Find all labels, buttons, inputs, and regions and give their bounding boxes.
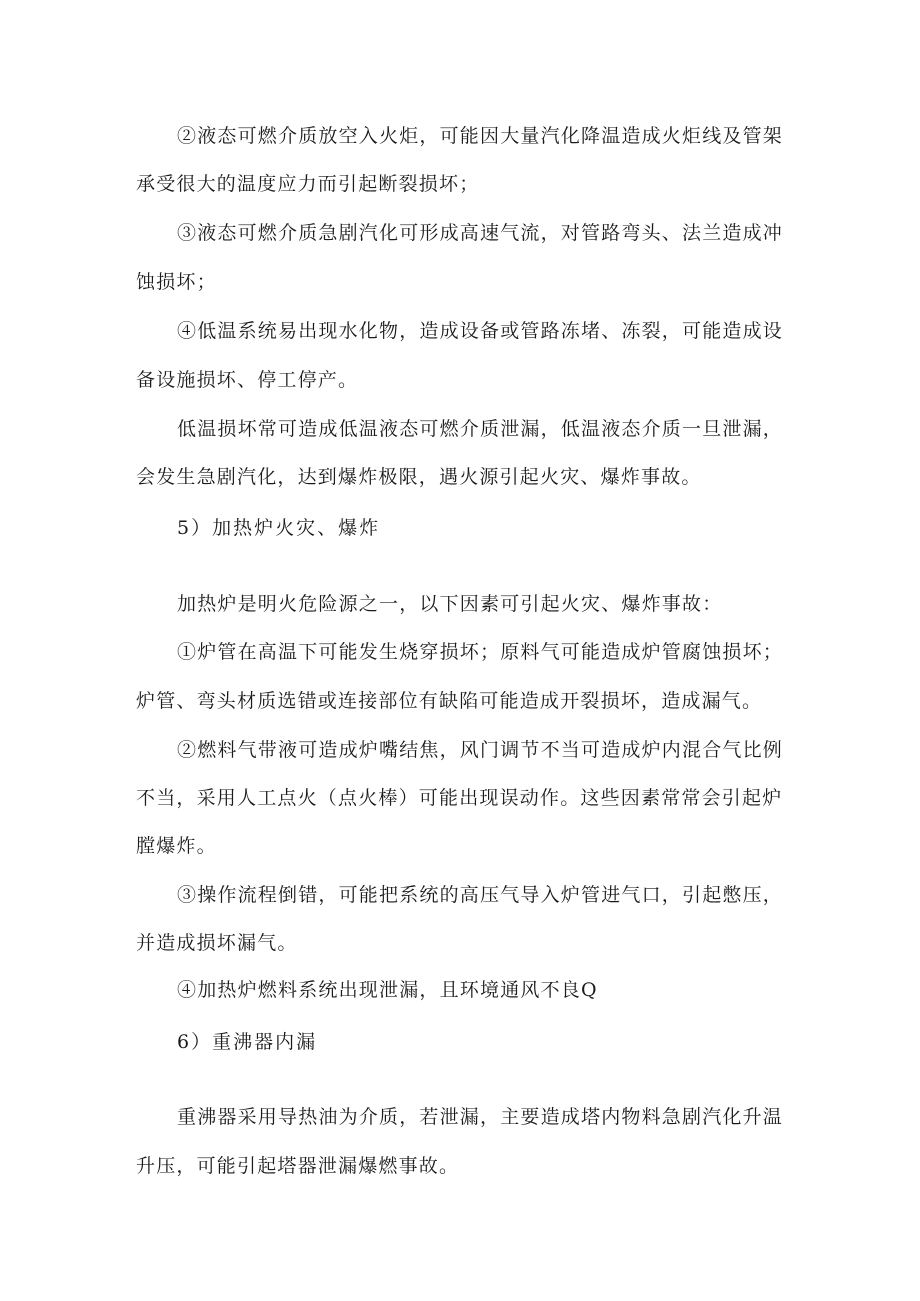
paragraph-7-line-1: ①炉管在高温下可能发生烧穿损坏；原料气可能造成炉管腐蚀损坏； [177,641,784,663]
paragraph-4-line-2: 会发生急剧汽化，达到爆炸极限，遇火源引起火灾、爆炸事故。 [136,466,702,488]
paragraph-8-line-3: 膛爆炸。 [136,835,217,857]
paragraph-8-line-2: 不当，采用人工点火（点火棒）可能出现误动作。这些因素常常会引起炉 [136,787,783,809]
paragraph-7-line-2: 炉管、弯头材质选错或连接部位有缺陷可能造成开裂损坏，造成漏气。 [136,690,763,712]
paragraph-2-line-2: 蚀损坏； [136,271,217,293]
paragraph-3-line-2: 备设施损坏、停工停产。 [136,369,359,391]
paragraph-1-line-2: 承受很大的温度应力而引起断裂损坏； [136,173,480,195]
paragraph-3-line-1: ④低温系统易出现水化物，造成设备或管路冻堵、冻裂，可能造成设 [177,320,784,342]
section-heading-6: 6）重沸器内漏 [177,1031,318,1053]
section-heading-5: 5）加热炉火灾、爆炸 [177,517,381,539]
paragraph-4-line-1: 低温损坏常可造成低温液态可燃介质泄漏，低温液态介质一旦泄漏， [177,418,784,440]
paragraph-9-line-1: ③操作流程倒错，可能把系统的高压气导入炉管进气口，引起憋压， [177,884,784,906]
paragraph-12-line-1: 重沸器采用导热油为介质，若泄漏，主要造成塔内物料急剧汽化升温 [177,1106,784,1128]
paragraph-1-line-1: ②液态可燃介质放空入火炬，可能因大量汽化降温造成火炬线及管架 [177,125,784,147]
paragraph-10-line-1: ④加热炉燃料系统出现泄漏，且环境通风不良Q [177,979,598,1001]
paragraph-9-line-2: 并造成损坏漏气。 [136,932,298,954]
paragraph-2-line-1: ③液态可燃介质急剧汽化可形成高速气流，对管路弯头、法兰造成冲 [177,222,784,244]
paragraph-6-line-1: 加热炉是明火危险源之一，以下因素可引起火灾、爆炸事故： [177,593,723,615]
paragraph-8-line-1: ②燃料气带液可造成炉嘴结焦，风门调节不当可造成炉内混合气比例 [177,739,784,761]
paragraph-12-line-2: 升压，可能引起塔器泄漏爆燃事故。 [136,1155,460,1177]
